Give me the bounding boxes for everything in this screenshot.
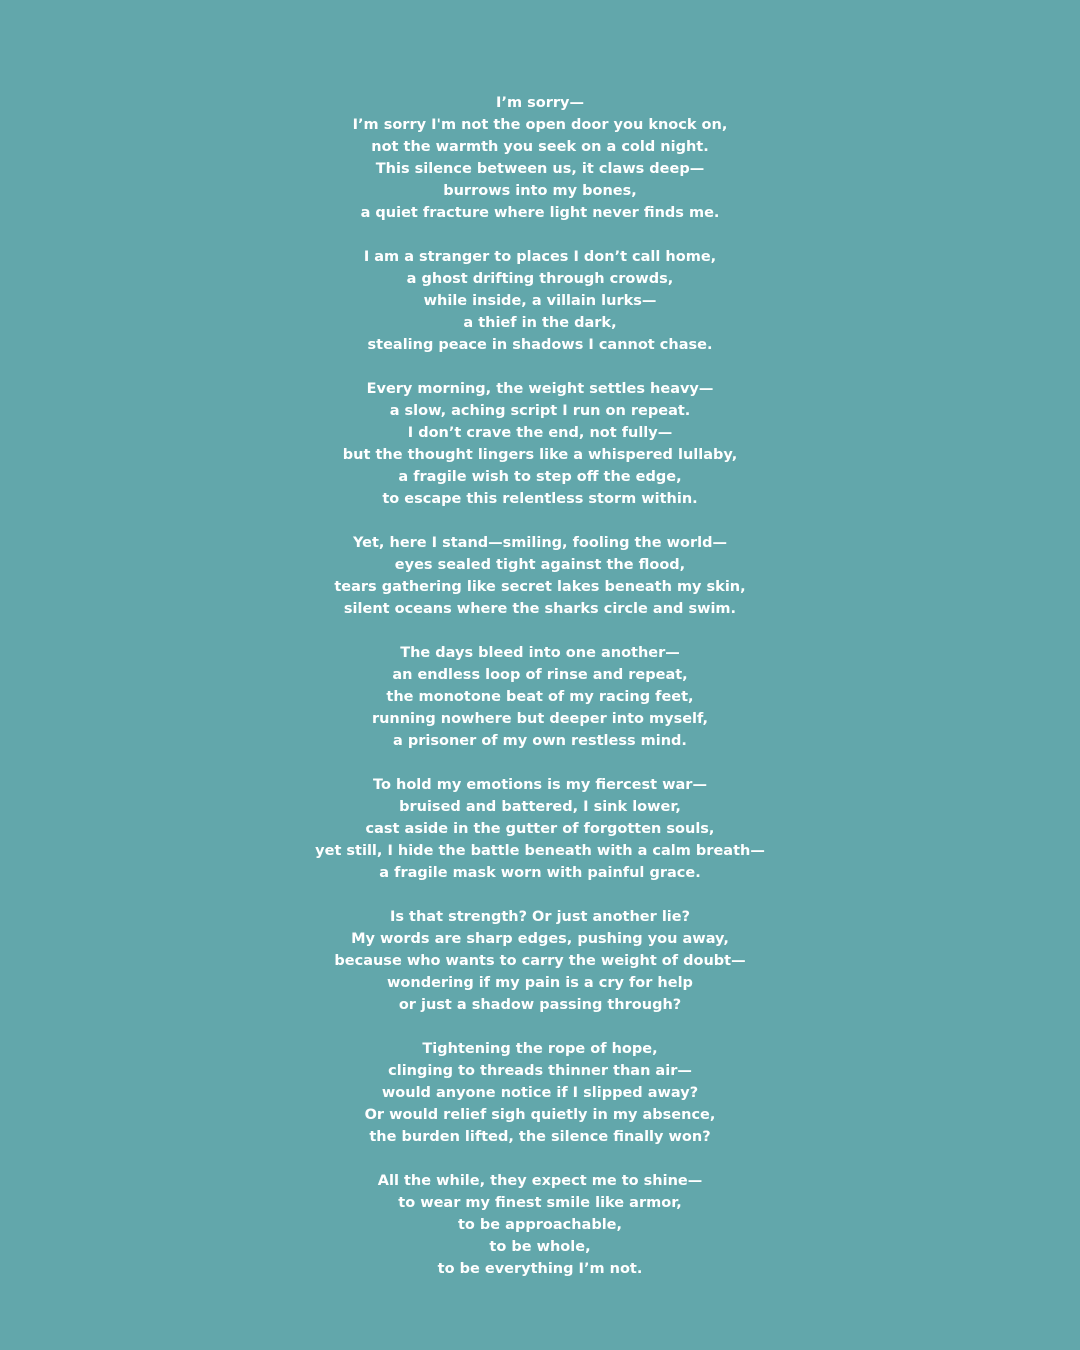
poem-line: Is that strength? Or just another lie?	[389, 909, 691, 925]
stanza-5	[0, 642, 1080, 752]
poem-line: bruised and battered, I sink lower,	[399, 799, 681, 815]
poem-line: eyes sealed tight against the flood,	[394, 557, 686, 573]
poem-line: to be approachable,	[457, 1217, 623, 1233]
poem-line: a thief in the dark,	[463, 315, 617, 331]
stanza-2	[0, 246, 1080, 356]
poem-line: a fragile mask worn with painful grace.	[379, 865, 701, 881]
poem-line: I’m sorry I'm not the open door you knock on,	[352, 117, 728, 133]
poem-line: to be whole,	[489, 1239, 591, 1255]
poem-line: to escape this relentless storm within.	[382, 491, 698, 507]
poem-line: running nowhere but deeper into myself,	[371, 711, 709, 727]
poem-line: tears gathering like secret lakes beneath my skin,	[334, 579, 746, 595]
poem-line: Tightening the rope of hope,	[422, 1041, 658, 1057]
poem-line: wondering if my pain is a cry for help	[387, 975, 693, 991]
poem-line: because who wants to carry the weight of doubt—	[334, 953, 746, 969]
poem-line: Or would relief sigh quietly in my absence,	[364, 1107, 716, 1123]
poem-line: the burden lifted, the silence finally won?	[369, 1129, 711, 1145]
poem-line: silent oceans where the sharks circle and swim.	[343, 601, 737, 617]
stanza-6	[0, 774, 1080, 884]
poem-line: the monotone beat of my racing feet,	[386, 689, 694, 705]
poem-line: yet still, I hide the battle beneath with a calm breath—	[315, 843, 765, 859]
poem-line: This silence between us, it claws deep—	[375, 161, 705, 177]
poem-line: I am a stranger to places I don’t call home,	[363, 249, 717, 265]
poem-line: to be everything I’m not.	[437, 1261, 643, 1277]
stanza-8	[0, 1038, 1080, 1148]
poem-line: cast aside in the gutter of forgotten souls,	[365, 821, 715, 837]
poem-line: would anyone notice if I slipped away?	[381, 1085, 699, 1101]
poem-line: stealing peace in shadows I cannot chase.	[367, 337, 713, 353]
poem-line: a slow, aching script I run on repeat.	[389, 403, 691, 419]
poem-line: a prisoner of my own restless mind.	[393, 733, 687, 749]
poem-line: but the thought lingers like a whispered lullaby,	[342, 447, 738, 463]
poem-line: to wear my finest smile like armor,	[398, 1195, 682, 1211]
poem-line: while inside, a villain lurks—	[423, 293, 657, 309]
poem-line: The days bleed into one another—	[400, 645, 680, 661]
poem-line: clinging to threads thinner than air—	[388, 1063, 692, 1079]
poem-line: Every morning, the weight settles heavy—	[366, 381, 714, 397]
poem-line: I don’t crave the end, not fully—	[407, 425, 673, 441]
poem-line: All the while, they expect me to shine—	[377, 1173, 703, 1189]
poem-line: not the warmth you seek on a cold night.	[371, 139, 709, 155]
poem-line: I’m sorry—	[496, 95, 584, 111]
poem-line: To hold my emotions is my fiercest war—	[373, 777, 707, 793]
poem-line: an endless loop of rinse and repeat,	[392, 667, 688, 683]
poem-line: My words are sharp edges, pushing you away,	[351, 931, 729, 947]
poem-line: Yet, here I stand—smiling, fooling the world—	[353, 535, 727, 551]
poem-line: a quiet fracture where light never finds me.	[360, 205, 720, 221]
poem-line: burrows into my bones,	[443, 183, 637, 199]
stanza-9	[0, 1170, 1080, 1280]
stanza-1	[0, 92, 1080, 224]
poem-line: or just a shadow passing through?	[398, 997, 682, 1013]
poem	[0, 92, 1080, 1302]
poem-line: a fragile wish to step off the edge,	[398, 469, 682, 485]
poem-line: a ghost drifting through crowds,	[406, 271, 674, 287]
stanza-7	[0, 906, 1080, 1016]
stanza-3	[0, 378, 1080, 510]
stanza-4	[0, 532, 1080, 620]
